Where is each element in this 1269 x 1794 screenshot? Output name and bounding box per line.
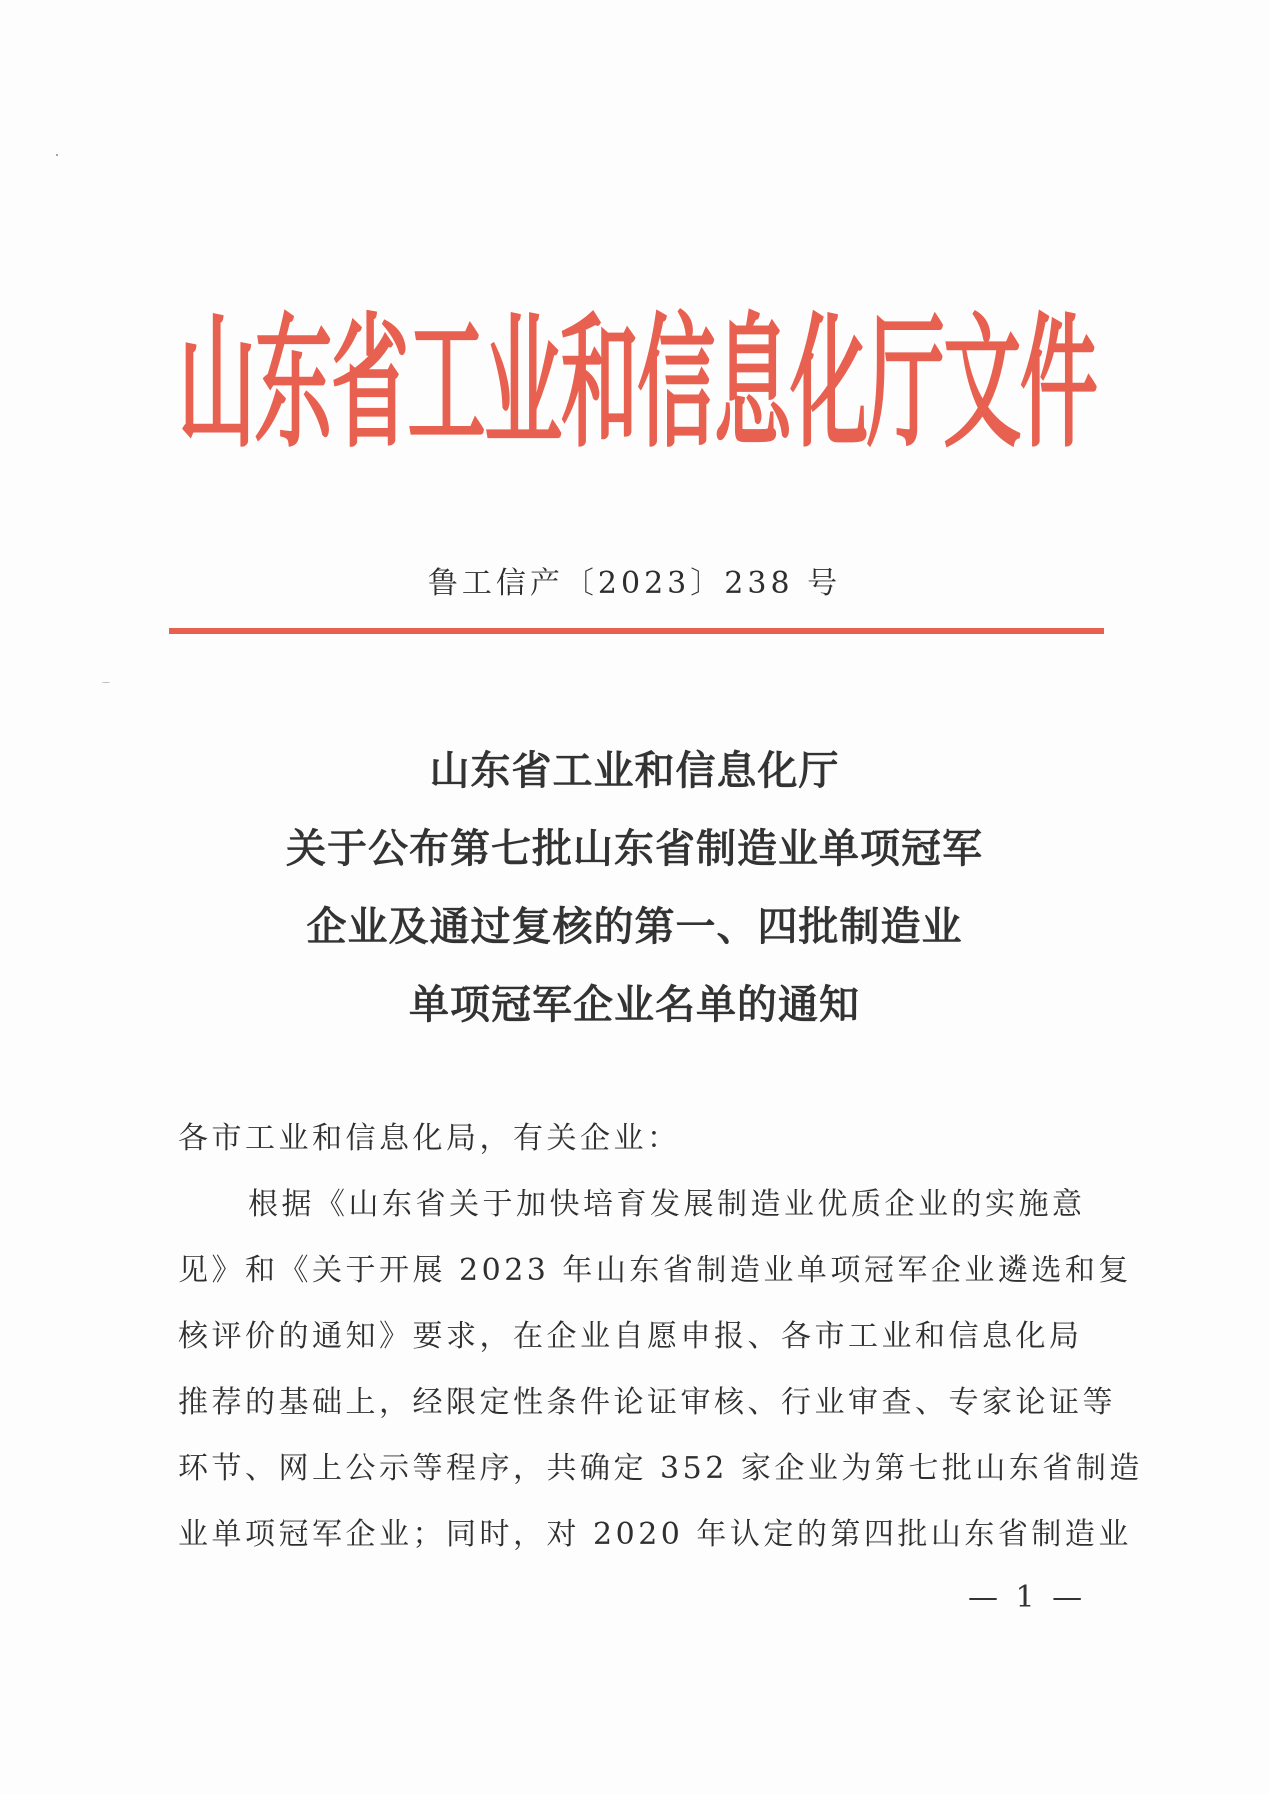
masthead-char: 和 <box>560 299 639 469</box>
body-text-line: 环节、网上公示等程序，共确定 352 家企业为第七批山东省制造 <box>178 1451 1143 1486</box>
masthead-char: 信 <box>637 299 716 469</box>
body-text-line: 根据《山东省关于加快培育发展制造业优质企业的实施意 <box>248 1187 1086 1222</box>
masthead-char: 东 <box>254 299 333 469</box>
title-line: 单项冠军企业名单的通知 <box>409 981 860 1028</box>
salutation: 各市工业和信息化局，有关企业： <box>178 1121 681 1156</box>
red-masthead <box>178 300 1096 470</box>
body-text-line: 业单项冠军企业；同时，对 2020 年认定的第四批山东省制造业 <box>178 1517 1132 1552</box>
masthead-char: 件 <box>1019 299 1098 469</box>
masthead-char: 厅 <box>866 299 945 469</box>
scan-speck <box>56 154 58 156</box>
scan-speck <box>102 682 110 683</box>
page-number: — 1 — <box>968 1580 1087 1615</box>
masthead-char: 息 <box>713 299 792 469</box>
document-number: 鲁工信产〔2023〕238 号 <box>427 566 842 601</box>
body-text-line: 核评价的通知》要求，在企业自愿申报、各市工业和信息化局 <box>178 1319 1083 1354</box>
masthead-char: 省 <box>331 299 410 469</box>
masthead-char: 业 <box>484 299 563 469</box>
body-text-line: 推荐的基础上，经限定性条件论证审核、行业审查、专家论证等 <box>178 1385 1116 1420</box>
masthead-char: 工 <box>407 299 486 469</box>
title-line: 关于公布第七批山东省制造业单项冠军 <box>286 825 983 872</box>
document-body <box>178 1106 1143 1568</box>
masthead-char: 山 <box>178 299 257 469</box>
masthead-char: 文 <box>943 299 1022 469</box>
red-separator-rule <box>169 628 1104 634</box>
masthead-char: 化 <box>790 299 869 469</box>
document-title <box>0 732 1269 1044</box>
title-line: 山东省工业和信息化厅 <box>429 747 840 794</box>
body-text-line: 见》和《关于开展 2023 年山东省制造业单项冠军企业遴选和复 <box>178 1253 1132 1288</box>
title-line: 企业及通过复核的第一、四批制造业 <box>306 903 963 950</box>
